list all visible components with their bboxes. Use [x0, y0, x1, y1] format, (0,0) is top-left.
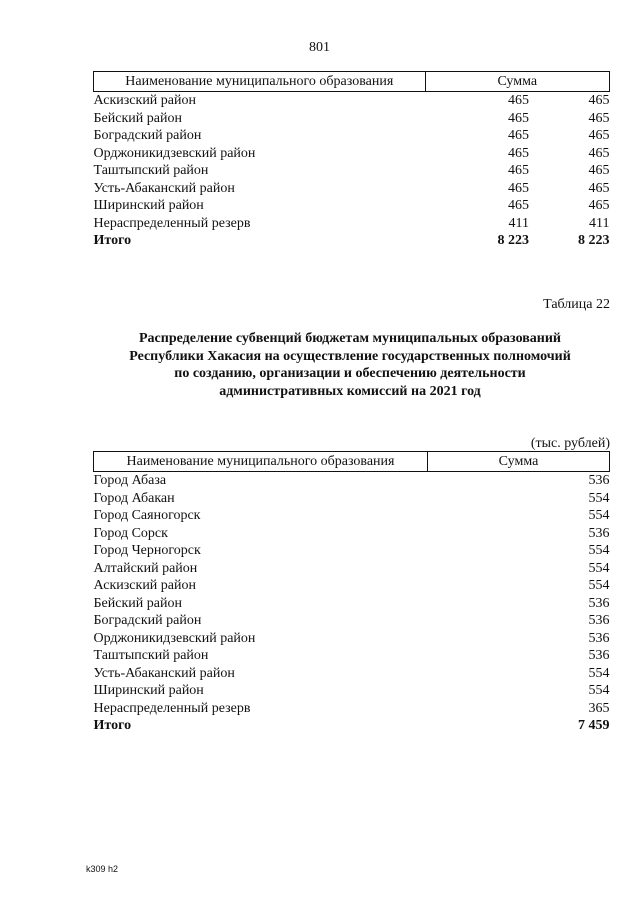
row-value: 554 — [588, 543, 610, 558]
row-name: Аскизский район — [93, 578, 196, 593]
table-row — [94, 682, 610, 700]
table-row — [94, 665, 610, 683]
row-value-2: 465 — [588, 110, 610, 126]
row-value: 365 — [588, 700, 610, 716]
table-row — [94, 215, 610, 233]
title-line: административных комиссий на 2021 год — [219, 383, 481, 399]
row-value: 536 — [588, 525, 610, 541]
row-value-2: 465 — [588, 163, 610, 178]
row-name: Бейский район — [93, 110, 182, 126]
title-line: Республики Хакасия на осуществление государственных полномочий — [129, 348, 571, 364]
column-header-name: Наименование муниципального образования — [94, 72, 426, 92]
row-value-1: 465 — [507, 180, 529, 196]
units-label: (тыс. рублей) — [530, 436, 610, 451]
table-row — [94, 560, 610, 578]
table-row — [94, 145, 610, 163]
row-value-2: 465 — [588, 128, 610, 143]
table-row — [94, 577, 610, 595]
row-name: Орджоникидзевский район — [93, 630, 256, 646]
column-header-sum: Сумма — [428, 452, 610, 472]
table-row — [94, 525, 610, 543]
table-1 — [93, 71, 610, 250]
table-row — [94, 92, 610, 110]
table-row — [94, 197, 610, 215]
footer-code: k309 h2 — [86, 864, 119, 874]
table-label: Таблица 22 — [543, 297, 610, 312]
row-value: 554 — [588, 665, 610, 681]
total-value-2: 8 223 — [578, 233, 610, 248]
total-value: 7 459 — [578, 718, 610, 733]
row-name: Орджоникидзевский район — [93, 145, 256, 161]
table-2 — [93, 451, 610, 735]
table-row — [94, 507, 610, 525]
table-row — [94, 595, 610, 613]
row-name: Таштыпский район — [93, 163, 209, 178]
row-value-1: 465 — [507, 198, 529, 213]
row-value-2: 465 — [588, 180, 610, 196]
row-value-1: 411 — [508, 215, 529, 231]
row-value-2: 465 — [588, 145, 610, 161]
total-label: Итого — [93, 718, 132, 733]
total-label: Итого — [93, 233, 132, 248]
row-name: Таштыпский район — [93, 648, 209, 663]
row-value: 536 — [588, 595, 610, 611]
table-row — [94, 180, 610, 198]
row-name: Нераспределенный резерв — [93, 215, 251, 231]
row-value: 554 — [588, 560, 610, 576]
row-name: Боградский район — [93, 613, 202, 628]
row-name: Город Черногорск — [93, 543, 201, 558]
row-name: Алтайский район — [93, 560, 198, 576]
row-value-1: 465 — [507, 110, 529, 126]
row-name: Усть-Абаканский район — [93, 180, 235, 196]
row-value-1: 465 — [507, 163, 529, 178]
row-name: Город Абаза — [93, 473, 167, 488]
row-name: Бейский район — [93, 595, 182, 611]
row-value-2: 411 — [589, 215, 610, 231]
row-name: Нераспределенный резерв — [93, 700, 251, 716]
total-value-1: 8 223 — [497, 233, 529, 248]
row-value-2: 465 — [588, 93, 610, 108]
row-value-1: 465 — [507, 128, 529, 143]
title-line: по созданию, организации и обеспечению деятельности — [174, 366, 526, 381]
row-value: 554 — [588, 508, 610, 523]
row-value: 554 — [588, 578, 610, 593]
column-header-name: Наименование муниципального образования — [94, 452, 428, 472]
table-row — [94, 630, 610, 648]
row-value: 536 — [588, 613, 610, 628]
column-header-sum: Сумма — [425, 72, 609, 92]
table-row — [94, 612, 610, 630]
row-name: Город Саяногорск — [93, 508, 201, 523]
row-value: 536 — [588, 630, 610, 646]
row-value: 554 — [588, 490, 610, 506]
row-name: Усть-Абаканский район — [93, 665, 235, 681]
table-row — [94, 490, 610, 508]
table-row — [94, 700, 610, 718]
row-value: 536 — [588, 648, 610, 663]
row-value: 536 — [588, 473, 610, 488]
title-line: Распределение субвенций бюджетам муниципальных образований — [139, 331, 561, 346]
table-row — [94, 472, 610, 490]
table-row — [94, 127, 610, 145]
row-name: Аскизский район — [93, 93, 196, 108]
table-row — [94, 110, 610, 128]
row-value: 554 — [588, 683, 610, 698]
table-row — [94, 162, 610, 180]
total-row — [94, 717, 610, 735]
row-value-2: 465 — [588, 198, 610, 213]
total-row — [94, 232, 610, 250]
row-name: Город Сорск — [93, 525, 168, 541]
table-row — [94, 542, 610, 560]
row-value-1: 465 — [507, 93, 529, 108]
table-title — [60, 330, 639, 400]
row-name: Боградский район — [93, 128, 202, 143]
row-name: Город Абакан — [93, 490, 175, 506]
table-row — [94, 647, 610, 665]
row-name: Ширинский район — [93, 683, 204, 698]
row-name: Ширинский район — [93, 198, 204, 213]
page-number: 801 — [309, 40, 330, 55]
row-value-1: 465 — [507, 145, 529, 161]
